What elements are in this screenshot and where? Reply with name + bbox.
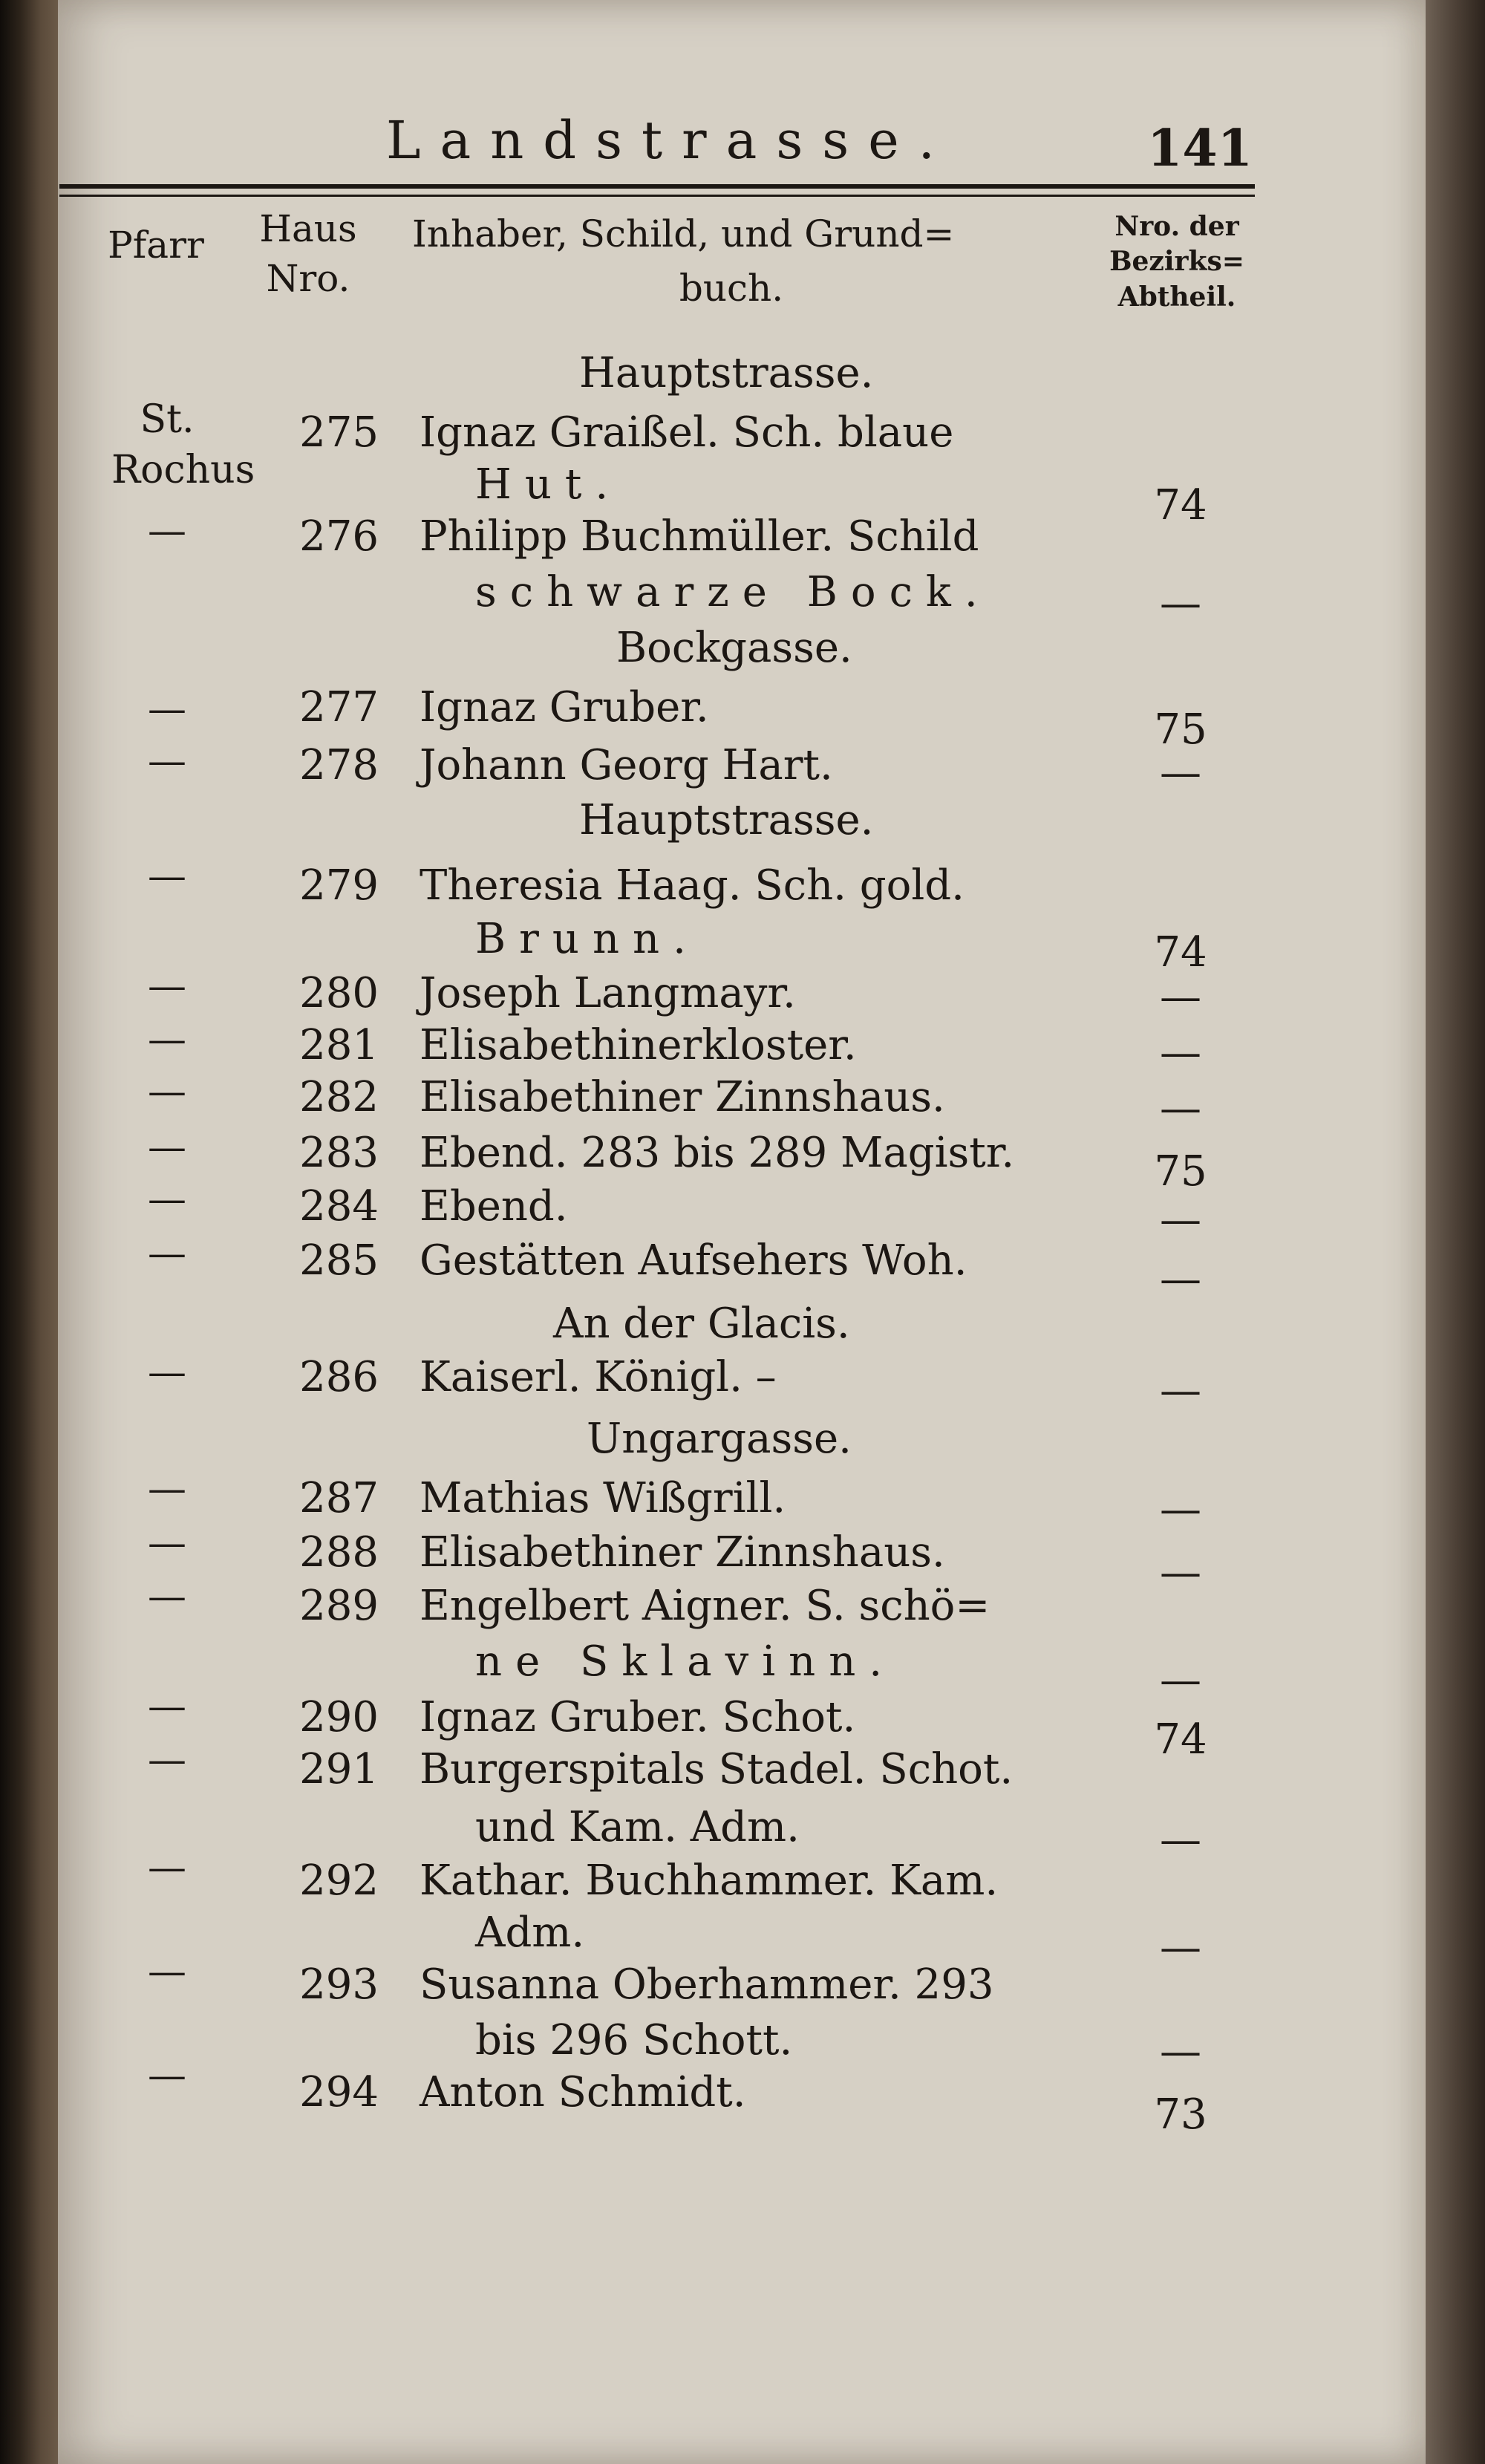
entry-text: Anton Schmidt.	[420, 2068, 746, 2116]
entry-text: Engelbert Aigner. S. schö=	[420, 1582, 990, 1630]
pfarr-dash: —	[148, 1574, 186, 1619]
bezirk-number: 73	[1154, 2090, 1207, 2139]
col-pfarr-header: Pfarr	[108, 224, 204, 267]
house-number: 275	[299, 408, 379, 457]
bezirk-number: —	[1160, 1366, 1201, 1415]
house-number: 279	[299, 861, 379, 910]
entry-text: Philipp Buchmüller. Schild	[420, 512, 979, 561]
pfarr-cell: St.	[140, 397, 195, 442]
entry-text: Johann Georg Hart.	[420, 741, 833, 789]
entry-text: Gestätten Aufsehers Woh.	[420, 1236, 967, 1285]
house-number: 282	[299, 1073, 379, 1121]
entry-text: Ebend.	[420, 1182, 568, 1231]
house-number: 293	[299, 1961, 379, 2009]
col-bezirk-header-2: Bezirks=	[1109, 246, 1244, 277]
bezirk-number: 74	[1154, 928, 1207, 977]
entry-text: Mathias Wißgrill.	[420, 1474, 786, 1522]
house-number: 285	[299, 1236, 379, 1285]
house-number: 277	[299, 683, 379, 731]
entry-text: und Kam. Adm.	[475, 1803, 800, 1851]
entry-text: Elisabethiner Zinnshaus.	[420, 1073, 945, 1121]
header-rule-thin	[59, 195, 1255, 197]
entry-text: Hut.	[475, 460, 622, 509]
house-number: 281	[299, 1021, 379, 1069]
entry-text: Elisabethinerkloster.	[420, 1021, 857, 1069]
page-number: 141	[1147, 119, 1253, 178]
pfarr-dash: —	[148, 1467, 186, 1511]
house-number: 290	[299, 1693, 379, 1741]
entry-text: Susanna Oberhammer. 293	[420, 1961, 994, 2009]
pfarr-dash: —	[148, 739, 186, 783]
house-number: 284	[299, 1182, 379, 1231]
house-number: 294	[299, 2068, 379, 2116]
pfarr-dash: —	[148, 1684, 186, 1729]
pfarr-cell: Rochus	[111, 448, 255, 492]
house-number: 288	[299, 1528, 379, 1577]
entry-text: Joseph Langmayr.	[420, 969, 796, 1017]
bezirk-number: —	[1160, 749, 1201, 797]
entry-text: bis 296 Schott.	[475, 2016, 793, 2064]
pfarr-dash: —	[148, 2053, 186, 2098]
entry-text: Theresia Haag. Sch. gold.	[420, 861, 965, 910]
bezirk-number: 74	[1154, 481, 1207, 529]
house-number: 292	[299, 1857, 379, 1905]
entry-text: Adm.	[475, 1909, 585, 1957]
bezirk-number: —	[1160, 1255, 1201, 1303]
bezirk-number: 75	[1154, 705, 1207, 754]
pfarr-dash: —	[148, 1845, 186, 1890]
bezirk-number: 74	[1154, 1715, 1207, 1764]
col-inhaber-header-2: buch.	[679, 267, 784, 310]
pfarr-dash: —	[148, 687, 186, 731]
bezirk-number: —	[1160, 1485, 1201, 1534]
entry-text: Burgerspitals Stadel. Schot.	[420, 1745, 1014, 1793]
pfarr-dash: —	[148, 1738, 186, 1782]
bezirk-number: —	[1160, 1029, 1201, 1077]
section-heading: Hauptstrasse.	[579, 349, 874, 397]
section-heading: Hauptstrasse.	[579, 796, 874, 844]
house-number: 283	[299, 1129, 379, 1177]
house-number: 289	[299, 1582, 379, 1630]
entry-text: Ignaz Graißel. Sch. blaue	[420, 408, 954, 457]
bezirk-number: —	[1160, 1084, 1201, 1132]
running-title: Landstrasse.	[386, 110, 954, 171]
pfarr-dash: —	[148, 1949, 186, 1994]
entry-text: ne Sklavinn.	[475, 1637, 896, 1686]
col-haus-header-2: Nro.	[266, 257, 350, 300]
header-rule	[59, 184, 1255, 189]
bezirk-number: —	[1160, 1816, 1201, 1864]
house-number: 287	[299, 1474, 379, 1522]
pfarr-dash: —	[148, 1177, 186, 1222]
entry-text: Kathar. Buchhammer. Kam.	[420, 1857, 999, 1905]
col-inhaber-header-1: Inhaber, Schild, und Grund=	[412, 212, 955, 255]
pfarr-dash: —	[148, 1125, 186, 1170]
house-number: 291	[299, 1745, 379, 1793]
pfarr-dash: —	[148, 509, 186, 553]
section-heading: An der Glacis.	[553, 1300, 850, 1348]
book-spine	[0, 0, 58, 2464]
col-bezirk-header-1: Nro. der	[1114, 211, 1239, 242]
section-heading: Bockgasse.	[616, 624, 852, 672]
entry-text: Elisabethiner Zinnshaus.	[420, 1528, 945, 1577]
bezirk-number: —	[1160, 973, 1201, 1021]
entry-text: Kaiserl. Königl. –	[420, 1353, 777, 1401]
bezirk-number: —	[1160, 579, 1201, 628]
entry-text: Ignaz Gruber. Schot.	[420, 1693, 856, 1741]
pfarr-dash: —	[148, 1017, 186, 1062]
pfarr-dash: —	[148, 854, 186, 899]
pfarr-dash: —	[148, 1350, 186, 1395]
bezirk-number: —	[1160, 1548, 1201, 1597]
entry-text: Brunn.	[475, 915, 699, 963]
house-number: 286	[299, 1353, 379, 1401]
pfarr-dash: —	[148, 964, 186, 1008]
col-haus-header-1: Haus	[259, 207, 357, 250]
bezirk-number: —	[1160, 1923, 1201, 1972]
entry-text: schwarze Bock.	[475, 568, 991, 616]
pfarr-dash: —	[148, 1521, 186, 1565]
pfarr-dash: —	[148, 1069, 186, 1114]
col-bezirk-header-3: Abtheil.	[1117, 281, 1236, 313]
entry-text: Ebend. 283 bis 289 Magistr.	[420, 1129, 1015, 1177]
entry-text: Ignaz Gruber.	[420, 683, 709, 731]
pfarr-dash: —	[148, 1231, 186, 1276]
house-number: 280	[299, 969, 379, 1017]
house-number: 276	[299, 512, 379, 561]
house-number: 278	[299, 741, 379, 789]
page-edge	[1426, 0, 1485, 2464]
section-heading: Ungargasse.	[587, 1415, 852, 1463]
bezirk-number: —	[1160, 1656, 1201, 1704]
bezirk-number: —	[1160, 2027, 1201, 2076]
bezirk-number: —	[1160, 1196, 1201, 1244]
bezirk-number: 75	[1154, 1147, 1207, 1196]
